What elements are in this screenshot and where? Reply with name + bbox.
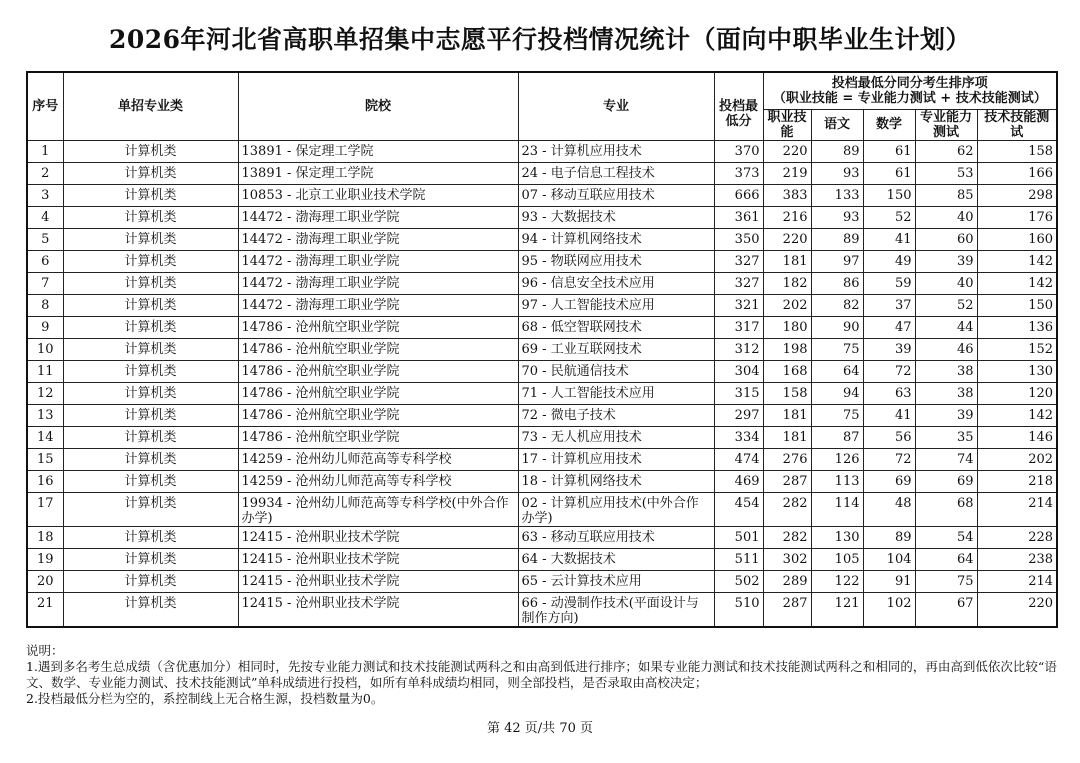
header-group-title: 投档最低分同分考生排序项 [831,75,988,91]
cell-prof: 46 [915,338,977,360]
cell-school: 14472 - 渤海理工职业学院 [238,294,518,316]
page-number: 第 42 页/共 70 页 [487,721,593,736]
cell-prof: 85 [915,184,977,206]
table-row [27,404,1057,426]
cell-tech: 120 [977,382,1057,404]
cell-math: 69 [863,470,915,492]
cell-school: 14259 - 沧州幼儿师范高等专科学校 [238,448,518,470]
cell-chinese: 113 [811,470,863,492]
header-category: 单招专业类 [63,72,238,140]
cell-math: 47 [863,316,915,338]
header-school: 院校 [238,72,518,140]
cell-seq: 1 [27,140,63,162]
cell-prof: 53 [915,162,977,184]
cell-seq: 13 [27,404,63,426]
cell-major: 69 - 工业互联网技术 [518,338,714,360]
table-row [27,470,1057,492]
cell-chinese: 133 [811,184,863,206]
header-group-sub: （职业技能 = 专业能力测试 + 技术技能测试） [772,90,1047,106]
cell-category: 计算机类 [63,228,238,250]
cell-math: 56 [863,426,915,448]
cell-prof: 74 [915,448,977,470]
cell-min: 454 [714,492,763,526]
cell-skill: 202 [763,294,811,316]
cell-chinese: 89 [811,228,863,250]
notes-heading: 说明： [26,643,64,658]
cell-prof: 75 [915,570,977,592]
cell-category: 计算机类 [63,548,238,570]
cell-seq: 9 [27,316,63,338]
notes-line-2: 2.投档最低分栏为空的，系控制线上无合格生源，投档数量为0。 [26,691,384,706]
cell-prof: 44 [915,316,977,338]
cell-skill: 198 [763,338,811,360]
header-group [763,72,1057,109]
cell-seq: 10 [27,338,63,360]
cell-min: 304 [714,360,763,382]
cell-category: 计算机类 [63,294,238,316]
cell-min: 312 [714,338,763,360]
cell-school: 14472 - 渤海理工职业学院 [238,250,518,272]
cell-math: 104 [863,548,915,570]
cell-tech: 218 [977,470,1057,492]
cell-min: 666 [714,184,763,206]
cell-seq: 17 [27,492,63,526]
table-row [27,526,1057,548]
cell-school: 14786 - 沧州航空职业学院 [238,404,518,426]
cell-chinese: 90 [811,316,863,338]
cell-math: 72 [863,360,915,382]
cell-major: 64 - 大数据技术 [518,548,714,570]
table-body [27,140,1057,627]
cell-major: 24 - 电子信息工程技术 [518,162,714,184]
cell-math: 102 [863,592,915,627]
cell-min: 502 [714,570,763,592]
cell-category: 计算机类 [63,404,238,426]
notes [26,643,1066,707]
cell-school: 14786 - 沧州航空职业学院 [238,360,518,382]
cell-skill: 220 [763,140,811,162]
cell-chinese: 122 [811,570,863,592]
cell-tech: 146 [977,426,1057,448]
table-row [27,592,1057,627]
header-skill: 职业技能 [763,109,811,140]
cell-min: 373 [714,162,763,184]
cell-school: 13891 - 保定理工学院 [238,140,518,162]
cell-math: 49 [863,250,915,272]
cell-chinese: 64 [811,360,863,382]
cell-prof: 39 [915,250,977,272]
cell-chinese: 75 [811,404,863,426]
cell-tech: 150 [977,294,1057,316]
cell-min: 370 [714,140,763,162]
cell-school: 14786 - 沧州航空职业学院 [238,382,518,404]
cell-prof: 40 [915,272,977,294]
cell-category: 计算机类 [63,426,238,448]
cell-chinese: 97 [811,250,863,272]
cell-prof: 35 [915,426,977,448]
cell-min: 469 [714,470,763,492]
cell-math: 41 [863,404,915,426]
table-row [27,184,1057,206]
cell-school: 10853 - 北京工业职业技术学院 [238,184,518,206]
table-row [27,338,1057,360]
cell-skill: 180 [763,316,811,338]
cell-major: 66 - 动漫制作技术(平面设计与制作方向) [518,592,714,627]
cell-school: 12415 - 沧州职业技术学院 [238,592,518,627]
cell-major: 97 - 人工智能技术应用 [518,294,714,316]
cell-tech: 298 [977,184,1057,206]
cell-seq: 11 [27,360,63,382]
cell-school: 14472 - 渤海理工职业学院 [238,206,518,228]
cell-chinese: 82 [811,294,863,316]
table-row [27,448,1057,470]
table-row [27,162,1057,184]
cell-category: 计算机类 [63,338,238,360]
cell-seq: 7 [27,272,63,294]
notes-line-1: 1.遇到多名考生总成绩（含优惠加分）相同时，先按专业能力测试和技术技能测试两科之和由高到低进行排序；如果专业能力测试和技术技能测试两科之和相同的，再由高到低依次比较“语文、数学、专业能力测试、技术技能测试”单科成绩进行投档，如所有单科成绩均相同，则全部投档，是否录取由高校决定； [26,659,1057,690]
cell-chinese: 89 [811,140,863,162]
cell-major: 95 - 物联网应用技术 [518,250,714,272]
cell-category: 计算机类 [63,360,238,382]
cell-school: 19934 - 沧州幼儿师范高等专科学校(中外合作办学) [238,492,518,526]
cell-min: 321 [714,294,763,316]
cell-math: 89 [863,526,915,548]
cell-skill: 181 [763,426,811,448]
cell-min: 511 [714,548,763,570]
cell-prof: 68 [915,492,977,526]
cell-school: 12415 - 沧州职业技术学院 [238,526,518,548]
cell-skill: 383 [763,184,811,206]
cell-chinese: 87 [811,426,863,448]
cell-seq: 2 [27,162,63,184]
cell-major: 23 - 计算机应用技术 [518,140,714,162]
table-row [27,570,1057,592]
table-row [27,492,1057,526]
cell-major: 63 - 移动互联应用技术 [518,526,714,548]
cell-major: 96 - 信息安全技术应用 [518,272,714,294]
cell-tech: 142 [977,404,1057,426]
cell-category: 计算机类 [63,526,238,548]
cell-major: 07 - 移动互联应用技术 [518,184,714,206]
cell-skill: 181 [763,250,811,272]
cell-chinese: 75 [811,338,863,360]
cell-prof: 39 [915,404,977,426]
table-row [27,382,1057,404]
header-prof: 专业能力测试 [915,109,977,140]
cell-tech: 136 [977,316,1057,338]
cell-math: 72 [863,448,915,470]
cell-school: 12415 - 沧州职业技术学院 [238,570,518,592]
cell-prof: 64 [915,548,977,570]
cell-major: 02 - 计算机应用技术(中外合作办学) [518,492,714,526]
cell-prof: 38 [915,360,977,382]
cell-seq: 16 [27,470,63,492]
cell-math: 37 [863,294,915,316]
cell-tech: 176 [977,206,1057,228]
header-seq: 序号 [27,72,63,140]
cell-skill: 220 [763,228,811,250]
cell-prof: 38 [915,382,977,404]
cell-prof: 60 [915,228,977,250]
cell-skill: 182 [763,272,811,294]
cell-seq: 5 [27,228,63,250]
cell-min: 350 [714,228,763,250]
cell-tech: 228 [977,526,1057,548]
cell-school: 14472 - 渤海理工职业学院 [238,272,518,294]
cell-tech: 130 [977,360,1057,382]
cell-min: 327 [714,272,763,294]
table-row [27,206,1057,228]
cell-math: 41 [863,228,915,250]
cell-skill: 219 [763,162,811,184]
table-row [27,548,1057,570]
cell-category: 计算机类 [63,492,238,526]
cell-school: 14786 - 沧州航空职业学院 [238,316,518,338]
cell-prof: 52 [915,294,977,316]
cell-category: 计算机类 [63,272,238,294]
cell-skill: 181 [763,404,811,426]
cell-math: 52 [863,206,915,228]
cell-seq: 15 [27,448,63,470]
cell-major: 93 - 大数据技术 [518,206,714,228]
cell-seq: 8 [27,294,63,316]
cell-major: 94 - 计算机网络技术 [518,228,714,250]
cell-tech: 214 [977,492,1057,526]
cell-math: 61 [863,162,915,184]
cell-category: 计算机类 [63,206,238,228]
cell-tech: 166 [977,162,1057,184]
cell-skill: 287 [763,470,811,492]
table-row [27,250,1057,272]
cell-major: 18 - 计算机网络技术 [518,470,714,492]
table-row [27,294,1057,316]
table-row [27,360,1057,382]
cell-major: 65 - 云计算技术应用 [518,570,714,592]
cell-skill: 287 [763,592,811,627]
cell-tech: 220 [977,592,1057,627]
cell-prof: 40 [915,206,977,228]
cell-seq: 20 [27,570,63,592]
cell-chinese: 130 [811,526,863,548]
cell-major: 17 - 计算机应用技术 [518,448,714,470]
cell-skill: 158 [763,382,811,404]
cell-skill: 302 [763,548,811,570]
cell-school: 14259 - 沧州幼儿师范高等专科学校 [238,470,518,492]
cell-math: 63 [863,382,915,404]
cell-prof: 54 [915,526,977,548]
cell-tech: 238 [977,548,1057,570]
cell-prof: 62 [915,140,977,162]
cell-min: 327 [714,250,763,272]
table-row [27,140,1057,162]
cell-chinese: 86 [811,272,863,294]
cell-category: 计算机类 [63,448,238,470]
cell-seq: 6 [27,250,63,272]
cell-tech: 142 [977,272,1057,294]
table-row [27,316,1057,338]
table-row [27,426,1057,448]
cell-min: 361 [714,206,763,228]
cell-seq: 3 [27,184,63,206]
cell-category: 计算机类 [63,316,238,338]
cell-category: 计算机类 [63,570,238,592]
header-tech: 技术技能测试 [977,109,1057,140]
table-row [27,272,1057,294]
cell-chinese: 93 [811,206,863,228]
cell-math: 59 [863,272,915,294]
cell-category: 计算机类 [63,592,238,627]
cell-skill: 168 [763,360,811,382]
cell-chinese: 105 [811,548,863,570]
cell-category: 计算机类 [63,162,238,184]
cell-min: 317 [714,316,763,338]
cell-skill: 282 [763,526,811,548]
cell-chinese: 94 [811,382,863,404]
cell-major: 70 - 民航通信技术 [518,360,714,382]
cell-min: 334 [714,426,763,448]
cell-tech: 158 [977,140,1057,162]
cell-chinese: 121 [811,592,863,627]
cell-prof: 67 [915,592,977,627]
cell-skill: 289 [763,570,811,592]
header-major: 专业 [518,72,714,140]
cell-math: 150 [863,184,915,206]
cell-category: 计算机类 [63,250,238,272]
cell-category: 计算机类 [63,470,238,492]
cell-chinese: 93 [811,162,863,184]
cell-chinese: 126 [811,448,863,470]
cell-min: 297 [714,404,763,426]
table-row [27,228,1057,250]
header-math: 数学 [863,109,915,140]
cell-min: 315 [714,382,763,404]
cell-category: 计算机类 [63,184,238,206]
admission-table [26,71,1058,628]
cell-skill: 216 [763,206,811,228]
cell-school: 13891 - 保定理工学院 [238,162,518,184]
cell-major: 72 - 微电子技术 [518,404,714,426]
cell-category: 计算机类 [63,382,238,404]
cell-school: 12415 - 沧州职业技术学院 [238,548,518,570]
cell-major: 68 - 低空智联网技术 [518,316,714,338]
cell-math: 39 [863,338,915,360]
cell-major: 71 - 人工智能技术应用 [518,382,714,404]
cell-major: 73 - 无人机应用技术 [518,426,714,448]
cell-school: 14786 - 沧州航空职业学院 [238,426,518,448]
cell-tech: 160 [977,228,1057,250]
cell-school: 14786 - 沧州航空职业学院 [238,338,518,360]
cell-min: 501 [714,526,763,548]
page-title: 2026年河北省高职单招集中志愿平行投档情况统计（面向中职毕业生计划） [108,25,972,54]
cell-min: 474 [714,448,763,470]
cell-skill: 276 [763,448,811,470]
cell-seq: 4 [27,206,63,228]
cell-tech: 142 [977,250,1057,272]
cell-category: 计算机类 [63,140,238,162]
cell-skill: 282 [763,492,811,526]
cell-math: 61 [863,140,915,162]
header-min-score: 投档最低分 [714,72,763,140]
cell-prof: 69 [915,470,977,492]
header-chinese: 语文 [811,109,863,140]
cell-seq: 21 [27,592,63,627]
cell-tech: 214 [977,570,1057,592]
cell-seq: 18 [27,526,63,548]
cell-seq: 14 [27,426,63,448]
cell-seq: 12 [27,382,63,404]
cell-seq: 19 [27,548,63,570]
cell-school: 14472 - 渤海理工职业学院 [238,228,518,250]
cell-tech: 202 [977,448,1057,470]
cell-math: 91 [863,570,915,592]
cell-tech: 152 [977,338,1057,360]
cell-min: 510 [714,592,763,627]
cell-chinese: 114 [811,492,863,526]
cell-math: 48 [863,492,915,526]
